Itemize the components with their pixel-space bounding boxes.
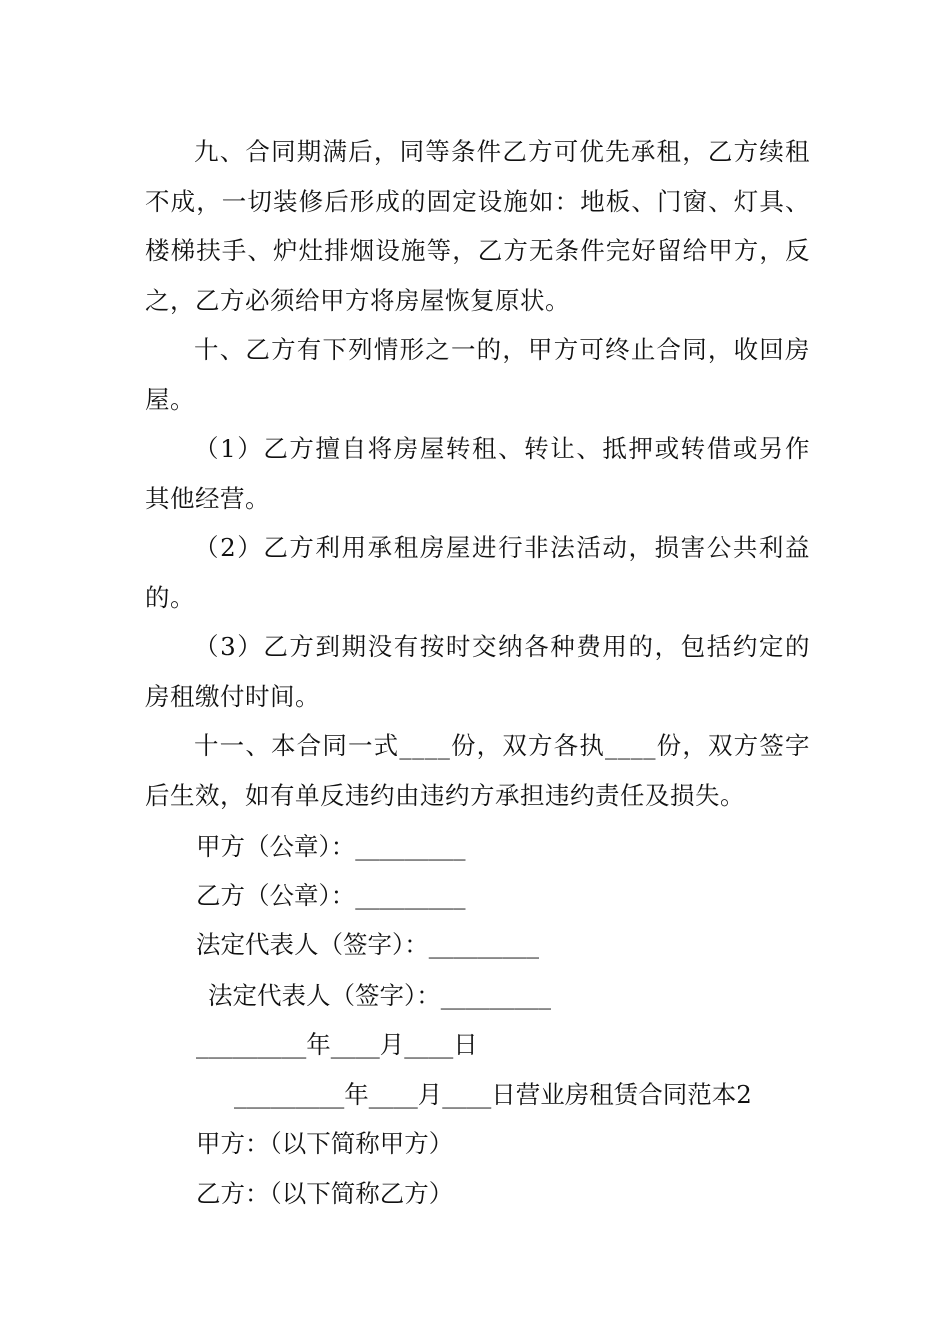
clause-9-paragraph: 九、合同期满后，同等条件乙方可优先承租，乙方续租不成，一切装修后形成的固定设施如：地板、门窗、灯具、楼梯扶手、炉灶排烟设施等，乙方无条件完好留给甲方，反之，乙方必须给甲方将房屋恢复原状。 [145, 137, 810, 315]
party-b-seal-line: 乙方（公章）：_________ [196, 881, 466, 910]
signing-date-line: _________年____月____日 [196, 1030, 478, 1059]
clause-10-item-2: （2）乙方利用承租房屋进行非法活动，损害公共利益的。 [145, 533, 810, 612]
party-a-seal-line: 甲方（公章）：_________ [196, 832, 466, 861]
legal-representative-line-2: 法定代表人（签字）：_________ [208, 981, 551, 1010]
party-a-intro: 甲方：（以下简称甲方） [196, 1129, 454, 1158]
legal-representative-line-1: 法定代表人（签字）：_________ [196, 930, 539, 959]
clause-10-item-3: （3）乙方到期没有按时交纳各种费用的，包括约定的房租缴付时间。 [145, 632, 810, 711]
clause-10-item-1: （1）乙方擅自将房屋转租、转让、抵押或转借或另作其他经营。 [145, 434, 810, 513]
clause-11-paragraph: 十一、本合同一式____份，双方各执____份，双方签字后生效，如有单反违约由违约方承担违约责任及损失。 [145, 731, 810, 810]
party-b-intro: 乙方：（以下简称乙方） [196, 1179, 454, 1208]
contract-template-title: _________年____月____日营业房租赁合同范本2 [234, 1080, 752, 1109]
clause-10-paragraph: 十、乙方有下列情形之一的，甲方可终止合同，收回房屋。 [145, 335, 810, 414]
